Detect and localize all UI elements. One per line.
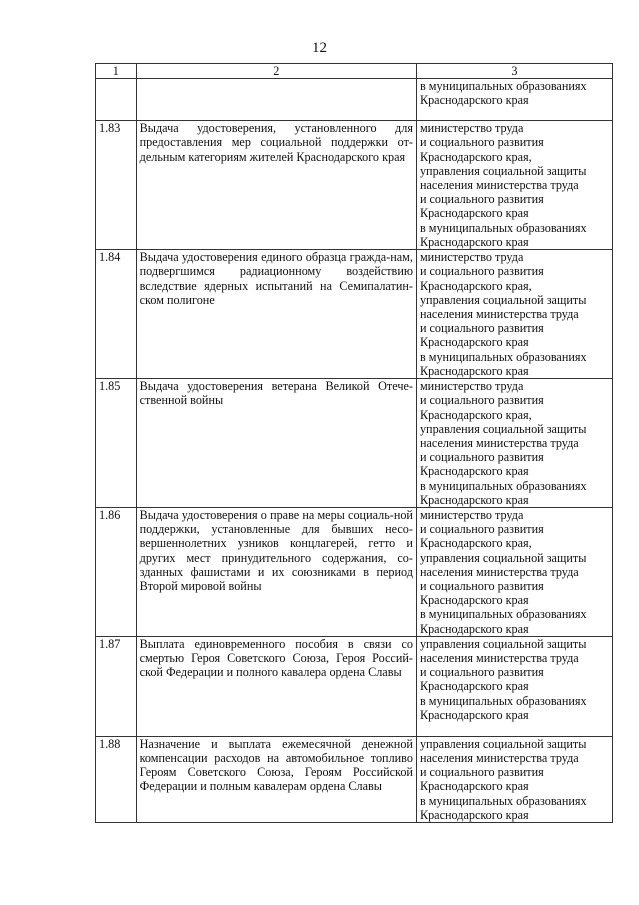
header-row bbox=[96, 64, 613, 79]
row-number bbox=[96, 79, 137, 121]
service-name: Назначение и выплата ежемесячной денежной компенсации расходов на автомобильное топливо Героям Советского Союза, Героям Российской Федерации и полным кавалерам ордена Славы bbox=[136, 736, 416, 822]
row-number: 1.87 bbox=[96, 636, 137, 736]
column-header-1: 1 bbox=[96, 64, 137, 79]
table-row bbox=[96, 508, 613, 637]
row-number: 1.85 bbox=[96, 379, 137, 508]
service-name: Выдача удостоверения единого образца гражда-нам, подвергшимся радиационному воздействию вследствие ядерных испытаний на Семипалатин-ском полигоне bbox=[136, 250, 416, 379]
responsible-organization: управления социальной защиты населения министерства труда и социального развития Краснодарского края в муниципальных образованиях Краснодарского края bbox=[416, 636, 612, 736]
service-name: Выплата единовременного пособия в связи со смертью Героя Советского Союза, Героя Россий-ской Федерации и полного кавалера ордена Славы bbox=[136, 636, 416, 736]
table-row bbox=[96, 79, 613, 121]
responsible-organization: министерство труда и социального развития Краснодарского края, управления социальной защиты населения министерства труда и социального развития Краснодарского края в муниципальных образованиях Краснодарского края bbox=[416, 379, 612, 508]
service-name: Выдача удостоверения ветерана Великой Отече-ственной войны bbox=[136, 379, 416, 508]
row-number: 1.84 bbox=[96, 250, 137, 379]
table-row bbox=[96, 636, 613, 736]
row-number: 1.86 bbox=[96, 508, 137, 637]
service-name: Выдача удостоверения о праве на меры социаль-ной поддержки, установленные для бывших несо-вершеннолетних узников концлагерей, гетто и других мест принудительного содержания, со-зданных фашистами и их союзниками в период Второй мировой войны bbox=[136, 508, 416, 637]
row-number: 1.88 bbox=[96, 736, 137, 822]
responsible-organization: министерство труда и социального развития Краснодарского края, управления социальной защиты населения министерства труда и социального развития Краснодарского края в муниципальных образованиях Краснодарского края bbox=[416, 250, 612, 379]
row-number: 1.83 bbox=[96, 121, 137, 250]
table-row bbox=[96, 121, 613, 250]
responsible-organization: министерство труда и социального развития Краснодарского края, управления социальной защиты населения министерства труда и социального развития Краснодарского края в муниципальных образованиях Краснодарского края bbox=[416, 121, 612, 250]
table-row bbox=[96, 736, 613, 822]
column-header-2: 2 bbox=[136, 64, 416, 79]
table-row bbox=[96, 250, 613, 379]
service-name: Выдача удостоверения, установленного для предоставления мер социальной поддержки от-дельным категориям жителей Краснодарского края bbox=[136, 121, 416, 250]
table-row bbox=[96, 379, 613, 508]
service-name bbox=[136, 79, 416, 121]
responsible-organization: в муниципальных образованиях Краснодарского края bbox=[416, 79, 612, 121]
page-number: 12 bbox=[312, 40, 327, 56]
responsible-organization: управления социальной защиты населения министерства труда и социального развития Краснодарского края в муниципальных образованиях Краснодарского края bbox=[416, 736, 612, 822]
services-table bbox=[95, 63, 613, 823]
column-header-3: 3 bbox=[416, 64, 612, 79]
responsible-organization: министерство труда и социального развития Краснодарского края, управления социальной защиты населения министерства труда и социального развития Краснодарского края в муниципальных образованиях Краснодарского края bbox=[416, 508, 612, 637]
